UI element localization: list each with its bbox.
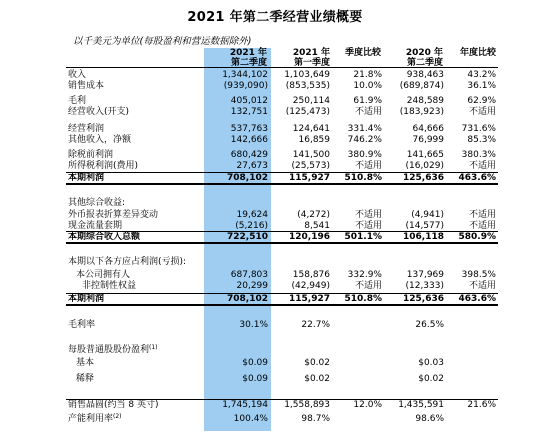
table-row: 现金流量套期 (5,216) 8,541 不适用 (14,577) 不适用 [68,221,496,231]
section-heading: 其他综合收益: [68,198,126,208]
header-q1-2021: 2021 年 第一季度 [292,48,330,68]
header-q2-2021: 2021 年 第二季度 [229,48,267,68]
table-row: 本公司拥有人 687,803 158,876 332.9% 137,969 398.5% [76,270,496,280]
table-row: 毛利 405,012 250,114 61.9% 248,589 62.9% [68,96,496,106]
header-qoq: 季度比较 [344,48,381,58]
table-row-total: 本期利润 708,102 115,927 510.8% 125,636 463.6% [68,173,496,183]
table-row: 产能利用率$^{(2)}$ 100.4% 98.7% 98.6% [68,413,444,424]
table-row: 毛利率 30.1% 22.7% 26.5% [68,320,444,330]
section-heading: 每股普通股股份盈利$^{(1)}$ [68,344,158,355]
table-row: 经营收入(开支) 132,751 (125,473) 不适用 (183,923) 不适用 [68,107,496,117]
table-row: 非控制性权益 20,299 (42,949) 不适用 (12,333) 不适用 [82,281,496,291]
unit-note: 以千美元为单位(每股盈利和营运数据除外) [73,36,252,47]
table-row: 外币报表折算差异变动 19,624 (4,272) 不适用 (4,941) 不适用 [68,210,496,220]
table-row: 除税前利润 680,429 141,500 380.9% 141,665 380.3% [68,150,496,160]
rule-below-comprehensive [66,242,498,244]
section-heading: 本期以下各方应占利润(亏损): [68,257,187,267]
table-row: 收入 1,344,102 1,103,649 21.8% 938,463 43.2% [68,70,496,80]
table-row: 所得税利润(费用) 27,673 (25,573) 不适用 (16,029) 不适用 [68,161,496,171]
table-row: 基本 $0.09 $0.02 $0.03 [76,358,444,368]
table-row: 其他收入，净额 142,666 16,859 746.2% 76,999 85.3% [68,135,496,145]
table-row-total: 本期利润 708,102 115,927 510.8% 125,636 463.6% [68,294,496,304]
table-row: 销售成本 (939,090) (853,535) 10.0% (689,874) 36.1% [68,81,496,91]
header-rule [66,67,498,68]
table-row: 销售晶圆(约当 8 英寸) 1,745,194 1,558,893 12.0% 1,435,591 21.6% [68,400,496,410]
header-yoy: 年度比较 [459,48,496,58]
table-row: 稀释 $0.09 $0.02 $0.02 [76,374,444,384]
header-q2-2020: 2020 年 第二季度 [405,48,443,68]
report-title: 2021 年第二季经营业绩概要 [187,10,363,25]
table-row-total: 本期综合收入总额 722,510 120,196 501.1% 106,118 580.9% [68,232,496,242]
rule-below-profit-2 [66,304,498,306]
rule-below-profit [66,183,498,185]
table-row: 经营利润 537,763 124,641 331.4% 64,666 731.6% [68,124,496,134]
